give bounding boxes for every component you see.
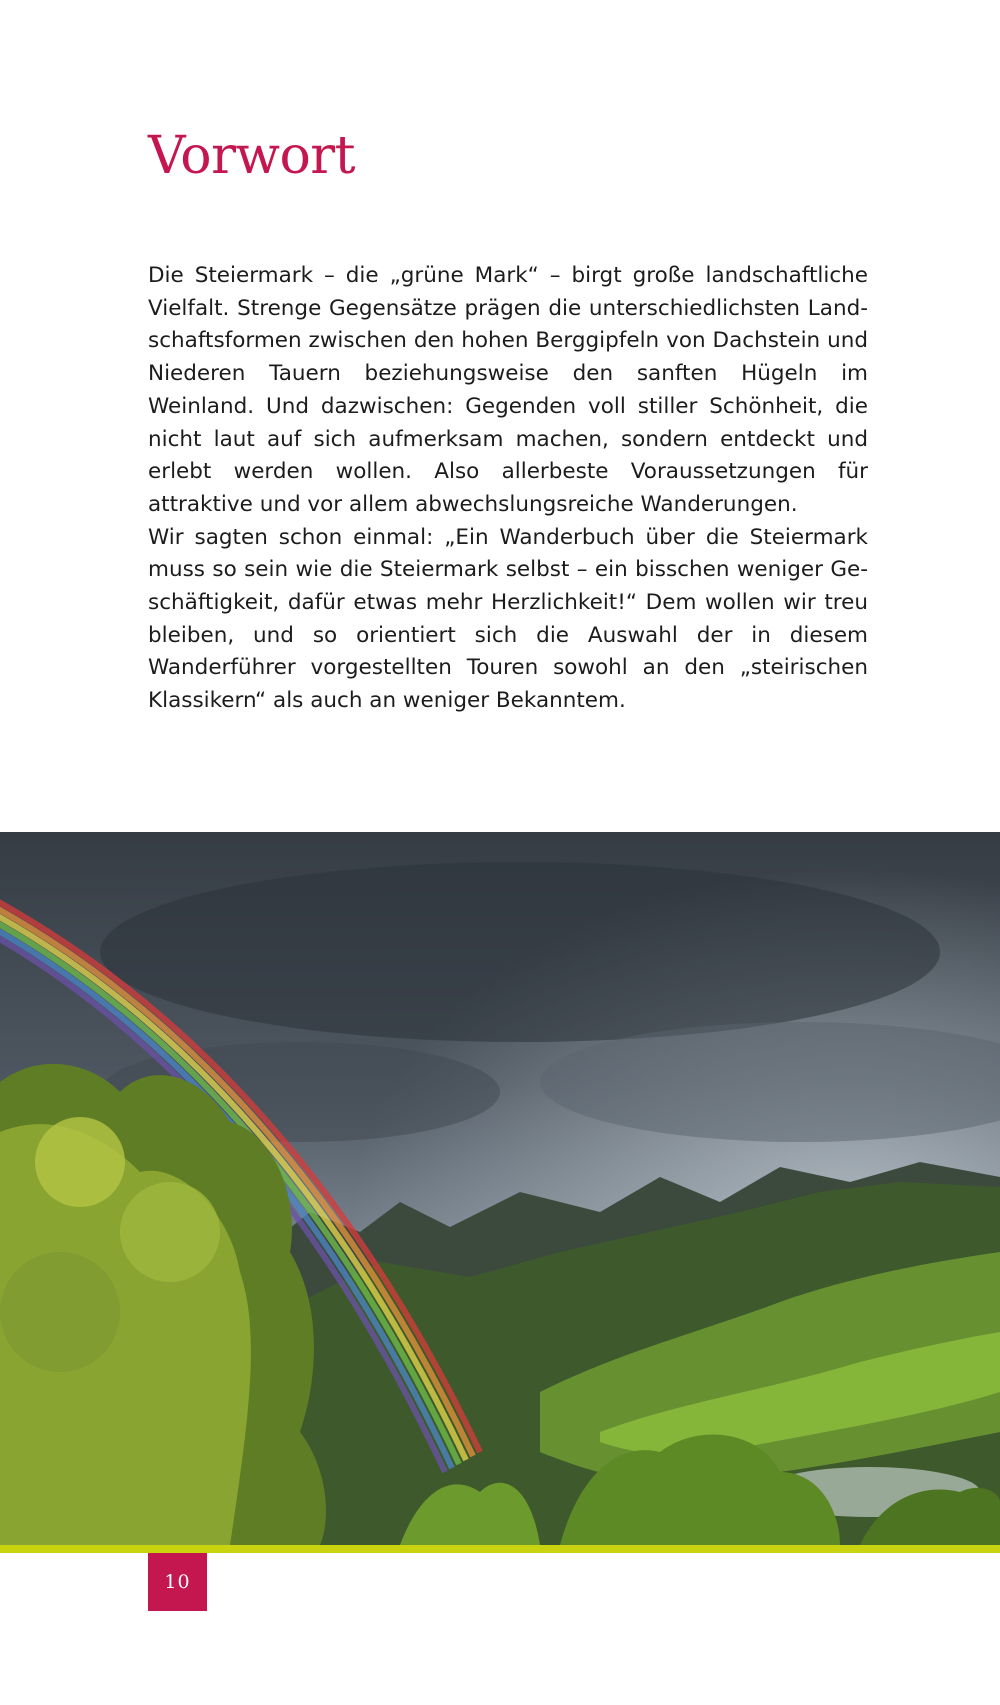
page-number: 10 <box>148 1553 207 1611</box>
paragraph-1: Die Steiermark – die „grüne Mark“ – birgt große landschaftliche Vielfalt. Strenge Gegensätze prägen die unterschiedlichsten Landschaftsformen zwischen den hohen Berggipfeln von Dachstein und Niederen Tauern beziehungsweise den sanften Hügeln im Weinland. Und dazwischen: Gegenden voll stiller Schönheit, die nicht laut auf sich aufmerksam machen, sondern entdeckt und erlebt werden wollen. Also allerbeste Voraussetzungen für attraktive und vor allem abwechslungsreiche Wanderungen. <box>148 263 868 517</box>
accent-line <box>0 1545 1000 1553</box>
paragraph-2: Wir sagten schon einmal: „Ein Wanderbuch über die Steiermark muss so sein wie die Steiermark selbst – ein bisschen weniger Geschäftigkeit, dafür etwas mehr Herzlichkeit!“ Dem wollen wir treu bleiben, und so orientiert sich die Auswahl der in diesem Wanderführer vorgestellten Touren sowohl an den „steirischen Klassikern“ als auch an weniger Bekanntem. <box>148 524 868 714</box>
landscape-photo <box>0 832 1000 1545</box>
body-text <box>148 260 868 718</box>
page-title: Vorwort <box>148 126 356 186</box>
rainbow-landscape-illustration <box>0 832 1000 1545</box>
